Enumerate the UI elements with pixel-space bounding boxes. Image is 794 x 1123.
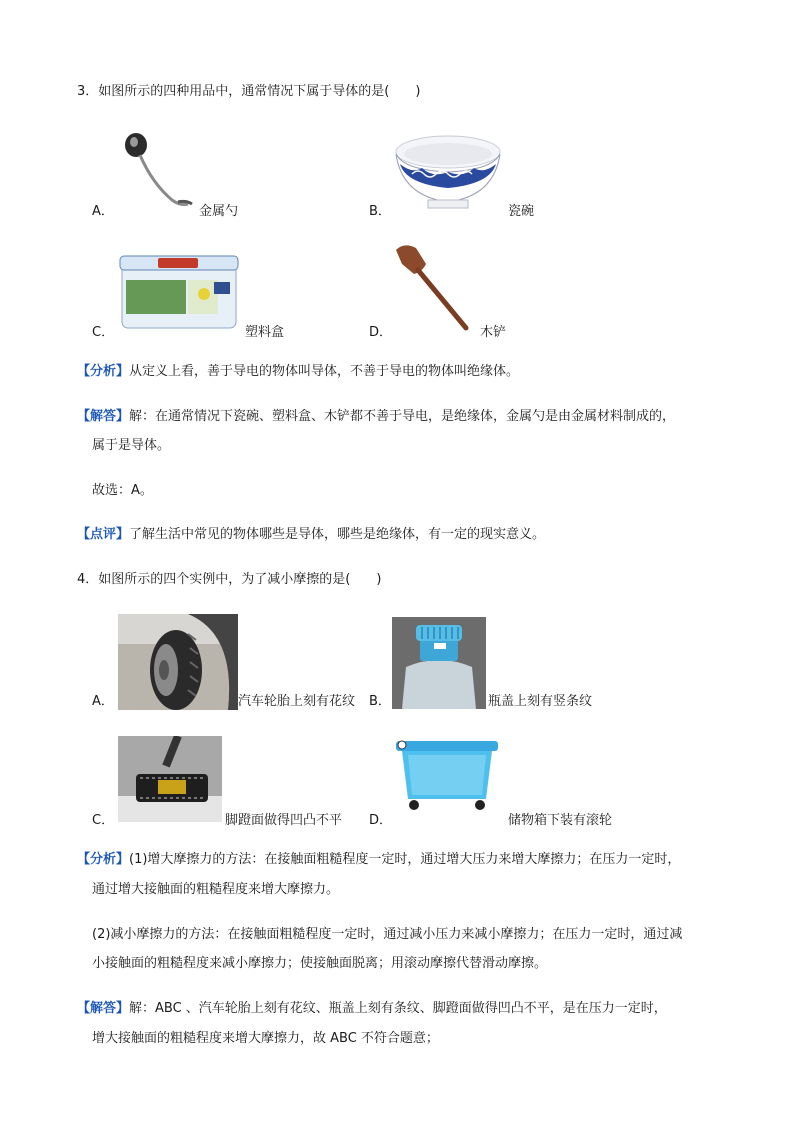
q3-option-a-caption: 金属勺 <box>199 204 239 219</box>
q4-option-b-caption: 瓶盖上刻有竖条纹 <box>488 694 593 709</box>
q3-analysis-tag: 【分析】 <box>77 364 130 379</box>
q4-analysis-line1: (1)增大摩擦力的方法：在接触面粗糙程度一定时，通过增大压力来增大摩擦力；在压力一定时， <box>129 852 681 867</box>
q4-answer-tag: 【解答】 <box>77 1001 130 1016</box>
q3-comment-tag: 【点评】 <box>77 527 130 542</box>
q4-option-a-letter: A． <box>92 694 114 709</box>
q4-option-d-caption: 储物箱下装有滚轮 <box>508 813 613 828</box>
bottle-cap-image <box>392 617 486 709</box>
q4-answer-line2: 增大接触面的粗糙程度来增大摩擦力，故 ABC 不符合题意； <box>92 1031 439 1046</box>
q3-choice: 故选：A。 <box>92 483 153 498</box>
car-tire-image <box>118 614 238 710</box>
q4-answer-text: 解：ABC 、汽车轮胎上刻有花纹、瓶盖上刻有条纹、脚蹬面做得凹凸不平，是在压力一定时， <box>129 1001 667 1016</box>
q4-option-c-letter: C． <box>92 813 115 828</box>
spoon-image <box>118 128 198 212</box>
bowl-image <box>392 130 504 212</box>
q4-option-d-letter: D． <box>369 813 393 828</box>
q4-stem: 4．如图所示的四个实例中，为了减小摩擦的是( ) <box>77 572 382 587</box>
q3-option-c-letter: C． <box>92 325 115 340</box>
q4-analysis-line4: 小接触面的粗糙程度来减小摩擦力；使接触面脱离；用滚动摩擦代替滑动摩擦。 <box>92 956 548 971</box>
q3-analysis-text: 从定义上看，善于导电的物体叫导体，不善于导电的物体叫绝缘体。 <box>129 364 520 379</box>
q3-answer-line2: 属于是导体。 <box>92 438 171 453</box>
q4-analysis-tag: 【分析】 <box>77 852 130 867</box>
q4-analysis-line2: 通过增大接触面的粗糙程度来增大摩擦力。 <box>92 882 340 897</box>
q3-stem: 3．如图所示的四种用品中，通常情况下属于导体的是( ) <box>77 84 421 99</box>
q4-analysis <box>77 850 680 870</box>
q4-answer <box>77 999 667 1019</box>
q3-analysis <box>77 362 519 382</box>
q4-option-b-letter: B． <box>369 694 391 709</box>
q3-option-d-letter: D． <box>369 325 393 340</box>
q3-answer-tag: 【解答】 <box>77 409 130 424</box>
pedal-image <box>118 736 222 822</box>
q4-option-c-caption: 脚蹬面做得凹凸不平 <box>225 813 343 828</box>
q4-option-a-caption: 汽车轮胎上刻有花纹 <box>238 694 356 709</box>
q4-analysis-line3: (2)减小摩擦力的方法：在接触面粗糙程度一定时，通过减小压力来减小摩擦力；在压力一定时，通过减 <box>92 927 683 942</box>
q3-option-d-caption: 木铲 <box>480 325 507 340</box>
storage-box-image <box>392 737 502 813</box>
q3-answer <box>77 407 675 427</box>
q3-comment-text: 了解生活中常见的物体哪些是导体，哪些是绝缘体，有一定的现实意义。 <box>129 527 546 542</box>
q3-option-b-caption: 瓷碗 <box>508 204 535 219</box>
q3-comment <box>77 525 545 545</box>
q3-option-b-letter: B． <box>369 204 391 219</box>
q3-option-c-caption: 塑料盒 <box>245 325 285 340</box>
plastic-box-image <box>118 250 240 334</box>
q3-option-a-letter: A． <box>92 204 114 219</box>
wooden-spatula-image <box>392 242 478 334</box>
q3-answer-text: 解：在通常情况下瓷碗、塑料盒、木铲都不善于导电，是绝缘体，金属勺是由金属材料制成的， <box>129 409 676 424</box>
